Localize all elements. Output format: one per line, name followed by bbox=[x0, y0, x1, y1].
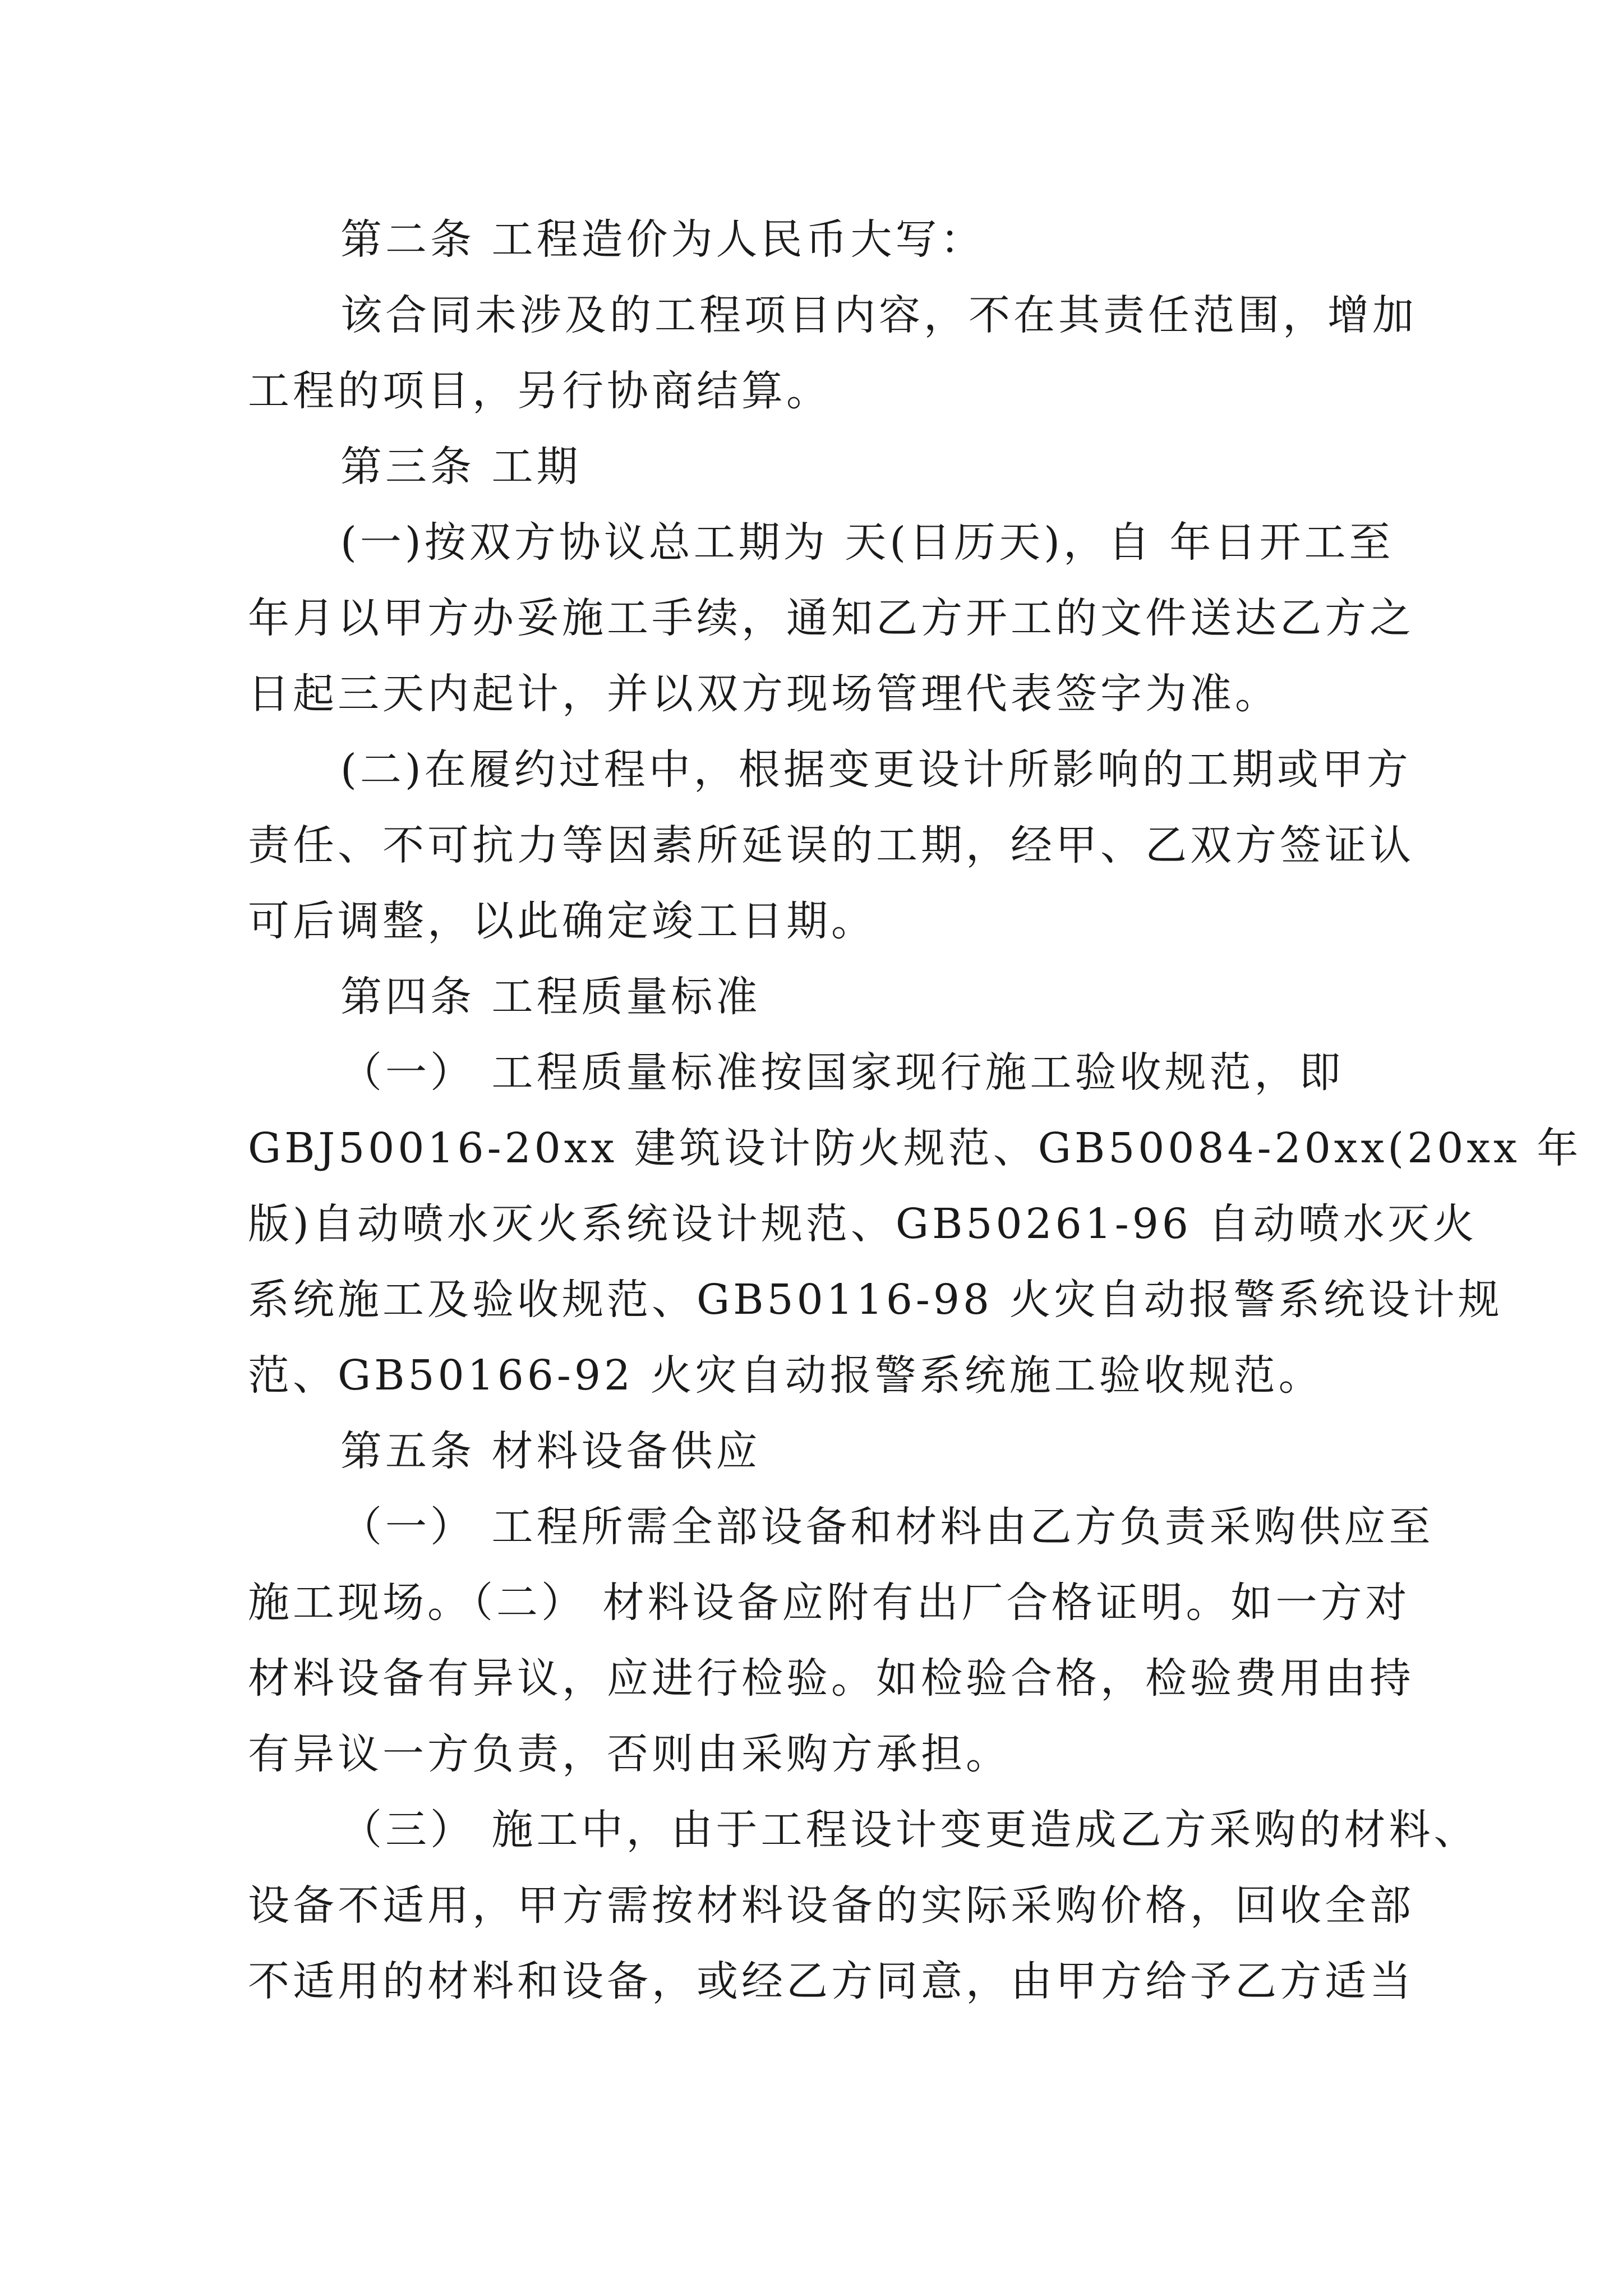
text-line: 范、GB50166-92 火灾自动报警系统施工验收规范。 bbox=[248, 1351, 1324, 1400]
text-line: （一） 工程所需全部设备和材料由乙方负责采购供应至 bbox=[340, 1503, 1434, 1551]
document-body bbox=[248, 202, 1582, 2019]
text-line: 版)自动喷水灭火系统设计规范、GB50261-96 自动喷水灭火 bbox=[248, 1200, 1478, 1248]
text-line: 不适用的材料和设备，或经乙方同意，由甲方给予乙方适当 bbox=[248, 1957, 1414, 2005]
text-line: 有异议一方负责，否则由采购方承担。 bbox=[248, 1730, 1011, 1778]
text-line: (一)按双方协议总工期为 天(日历天)，自 年日开工至 bbox=[340, 518, 1394, 567]
text-line: （一） 工程质量标准按国家现行施工验收规范，即 bbox=[340, 1048, 1344, 1097]
text-line: 第二条 工程造价为人民币大写： bbox=[340, 215, 985, 264]
text-line: 年月以甲方办妥施工手续，通知乙方开工的文件送达乙方之 bbox=[248, 594, 1414, 642]
text-line: 系统施工及验收规范、GB50116-98 火灾自动报警系统设计规 bbox=[248, 1276, 1503, 1324]
text-line: (二)在履约过程中，根据变更设计所影响的工期或甲方 bbox=[340, 746, 1412, 794]
text-line: 材料设备有异议，应进行检验。如检验合格，检验费用由持 bbox=[248, 1654, 1414, 1703]
text-line: 可后调整，以此确定竣工日期。 bbox=[248, 897, 876, 945]
text-line: 工程的项目，另行协商结算。 bbox=[248, 367, 831, 415]
text-line: 第四条 工程质量标准 bbox=[340, 973, 761, 1021]
text-line: 责任、不可抗力等因素所延误的工期，经甲、乙双方签证认 bbox=[248, 821, 1414, 869]
text-line: GBJ50016-20xx 建筑设计防火规范、GB50084-20xx(20xx 年 bbox=[248, 1124, 1582, 1172]
text-line: 日起三天内起计，并以双方现场管理代表签字为准。 bbox=[248, 670, 1280, 718]
text-line: 该合同未涉及的工程项目内容，不在其责任范围，增加 bbox=[340, 291, 1417, 339]
text-line: 施工现场。（二） 材料设备应附有出厂合格证明。如一方对 bbox=[248, 1579, 1410, 1627]
text-line: 第三条 工期 bbox=[340, 443, 582, 491]
text-line: （三） 施工中，由于工程设计变更造成乙方采购的材料、 bbox=[340, 1806, 1479, 1854]
text-line: 设备不适用，甲方需按材料设备的实际采购价格，回收全部 bbox=[248, 1881, 1414, 1930]
text-line: 第五条 材料设备供应 bbox=[340, 1427, 761, 1475]
